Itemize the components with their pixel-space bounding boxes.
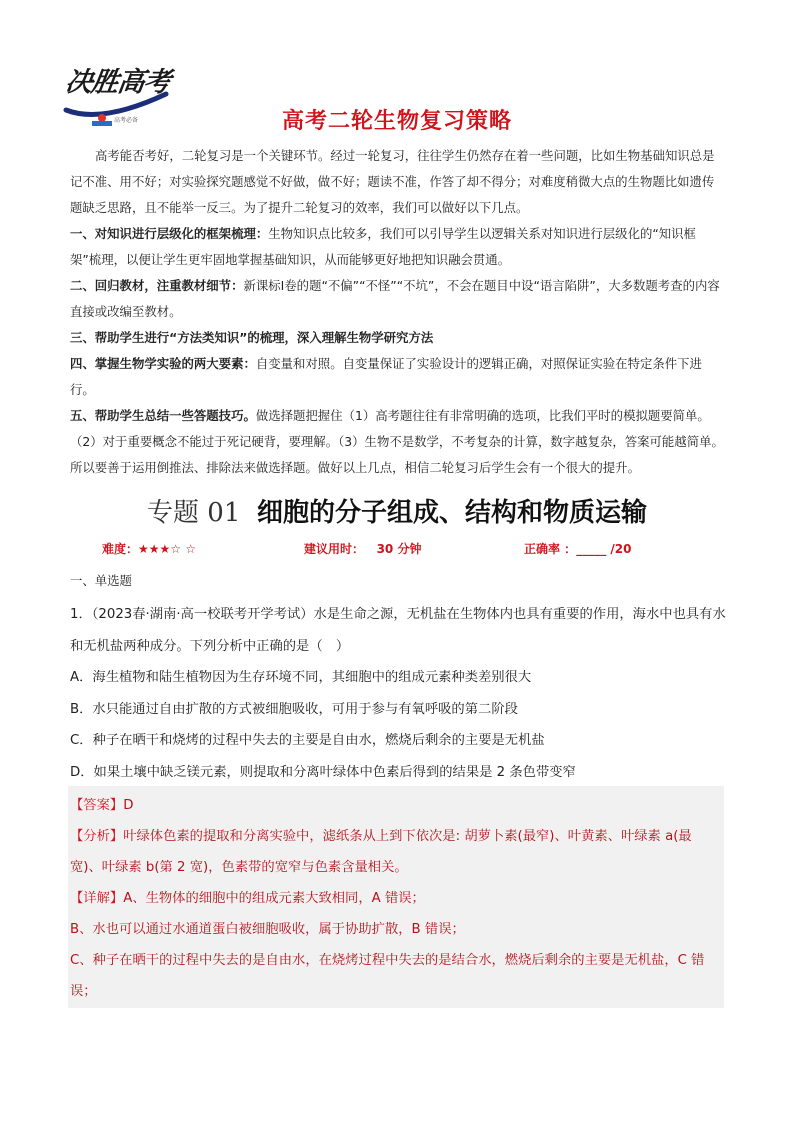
point-heading: 四、掌握生物学实验的两大要素： (70, 356, 256, 371)
accuracy (524, 540, 631, 557)
detail-b: B、水也可以通过水通道蛋白被细胞吸收，属于协助扩散，B 错误； (70, 922, 465, 937)
time-value: 30 分钟 (376, 542, 422, 556)
analysis-line (70, 821, 720, 883)
accuracy-value: _____ /20 (576, 542, 632, 556)
point-heading: 一、对知识进行层级化的框架梳理： (70, 226, 269, 241)
answer-value: D (123, 798, 134, 813)
question (70, 599, 730, 788)
difficulty-label: 难度： (102, 542, 139, 556)
strategy-point (70, 351, 726, 403)
option-c: C．种子在晒干和烧烤的过程中失去的主要是自由水，燃烧后剩余的主要是无机盐 (70, 733, 545, 748)
question-stem: 1．（2023春·湖南·高一校联考开学考试）水是生命之源，无机盐在生物体内也具有重要的作用，海水中也具有水和无机盐两种成分。下列分析中正确的是（ ） (70, 607, 726, 654)
point-heading: 三、帮助学生进行“方法类知识”的梳理，深入理解生物学研究方法 (70, 330, 434, 345)
strategy-point (70, 221, 726, 273)
detail-tag: 【详解】 (70, 891, 124, 906)
accuracy-label: 正确率 ： (524, 542, 577, 556)
topic-title (0, 492, 794, 529)
point-heading: 五、帮助学生总结一些答题技巧。 (70, 408, 256, 423)
topic-name: 细胞的分子组成、结构和物质运输 (256, 498, 647, 528)
point-body: 自变量和对照。自变量保证了实验设计的逻辑正确，对照保证实验在特定条件下进行。 (70, 356, 702, 397)
time-label: 建议用时： (304, 542, 365, 556)
difficulty-stars: ★★★☆ ☆ (138, 542, 196, 556)
intro-paragraph: 高考能否考好，二轮复习是一个关键环节。经过一轮复习，往往学生仍然存在着一些问题，比如生物基础知识总是记不准、用不好；对实验探究题感觉不好做，做不好；题读不准，作答了却不得分；对难度稍微大点的生物题比如遗传题缺乏思路，且不能举一反三。为了提升二轮复习的效率，我们可以做好以下几点。 (70, 148, 715, 215)
detail-line (70, 883, 720, 914)
analysis-tag: 【分析】 (70, 829, 124, 844)
detail-a: A、生物体的细胞中的组成元素大致相同，A 错误； (123, 891, 425, 906)
logo-text: 决胜高考 (63, 67, 172, 98)
suggested-time (304, 540, 421, 557)
point-body: 生物知识点比较多，我们可以引导学生以逻辑关系对知识进行层级化的“知识框架”梳理，以便让学生更牢固地掌握基础知识，从而能够更好地把知识融会贯通。 (70, 226, 696, 267)
option-b: B．水只能通过自由扩散的方式被细胞吸收，可用于参与有氧呼吸的第二阶段 (70, 701, 518, 717)
analysis-text: 叶绿体色素的提取和分离实验中，滤纸条从上到下依次是: 胡萝卜素(最窄)、叶黄素、叶绿素 a(最宽)、叶绿素 b(第 2 宽)，色素带的宽窄与色素含量相关。 (70, 829, 692, 875)
logo-subtext: 高考必备 (114, 117, 139, 124)
topic-number: 专题 01 (147, 498, 241, 528)
page-title: 高考二轮生物复习策略 (281, 109, 512, 134)
intro-section (70, 143, 726, 481)
strategy-point (70, 325, 726, 351)
answer-line (70, 790, 720, 821)
point-body: 新课标Ⅰ卷的题“不偏”“不怪”“不坑”，不会在题目中设“语言陷阱”，大多数题考查的内容直接或改编至教材。 (70, 278, 720, 319)
detail-c: C、种子在晒干的过程中失去的是自由水，在烧烤过程中失去的是结合水，燃烧后剩余的主要是无机盐，C 错误； (70, 953, 705, 999)
section-heading: 一、单选题 (70, 573, 132, 588)
point-heading: 二、回归教材，注重教材细节： (70, 278, 244, 293)
answer-box (68, 786, 724, 1008)
point-body: 做选择题把握住（1）高考题往往有非常明确的选项，比我们平时的模拟题要简单。（2）对于重要概念不能过于死记硬背，要理解。（3）生物不是数学，不考复杂的计算，数字越复杂，答案可能越简单。所以要善于运用倒推法、排除法来做选择题。做好以上几点，相信二轮复习后学生会有一个很大的提升。 (70, 408, 724, 475)
strategy-point (70, 403, 726, 481)
answer-tag: 【答案】 (70, 798, 124, 813)
option-d: D．如果土壤中缺乏镁元素，则提取和分离叶绿体中色素后得到的结果是 2 条色带变窄 (70, 764, 576, 780)
strategy-point (70, 273, 726, 325)
option-a: A．海生植物和陆生植物因为生存环境不同，其细胞中的组成元素种类差别很大 (70, 670, 532, 685)
difficulty (102, 540, 196, 557)
